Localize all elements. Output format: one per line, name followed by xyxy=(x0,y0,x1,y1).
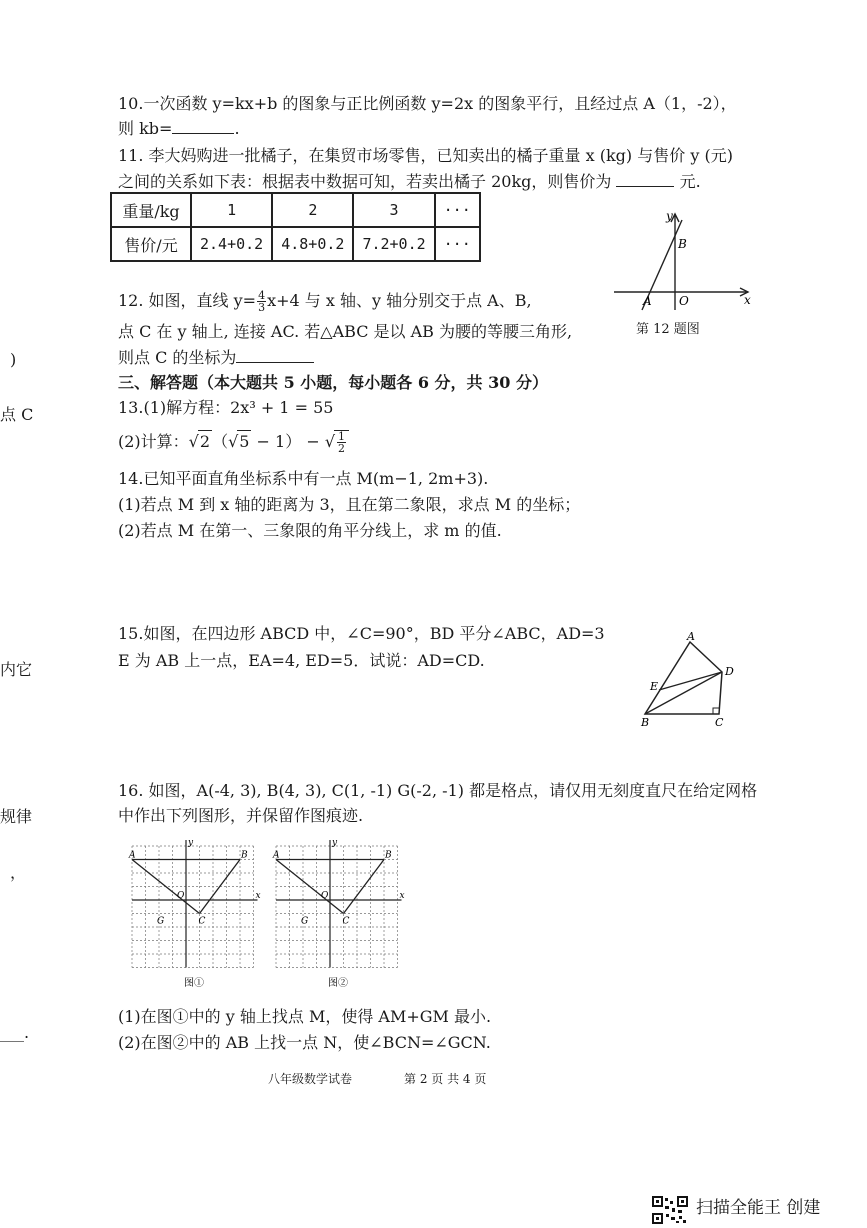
label-B: B xyxy=(241,850,248,861)
q13-sqrt5: 5 xyxy=(239,432,250,451)
figure-caption: 图② xyxy=(328,978,348,989)
margin-text: ) xyxy=(10,350,17,369)
q16-grid-figure-2 xyxy=(272,838,405,989)
figure-caption: 图① xyxy=(184,978,204,989)
q11-suffix: 元. xyxy=(679,172,701,191)
q15-figure xyxy=(635,630,745,730)
label-y: y xyxy=(188,838,194,848)
q15-line1: 15.如图，在四边形 ABCD 中，∠C=90°，BD 平分∠ABC，AD=3 xyxy=(118,624,605,643)
footer-subject: 八年级数学试卷 xyxy=(268,1072,353,1086)
q12-label-B: B xyxy=(678,237,687,251)
label-y: y xyxy=(332,838,338,848)
table-row xyxy=(111,227,480,261)
table-cell: 2.4+0.2 xyxy=(191,227,272,261)
q11-prefix: 之间的关系如下表：根据表中数据可知，若卖出橘子 20kg，则售价为 xyxy=(118,172,612,191)
label-C: C xyxy=(342,916,350,927)
table-cell: 重量/kg xyxy=(111,193,191,227)
q13-sqrt2: 2 xyxy=(199,432,211,451)
q12-caption: 第 12 题图 xyxy=(636,322,700,337)
table-cell: ··· xyxy=(435,193,480,227)
q15-label-B: B xyxy=(641,716,650,729)
q12-fraction xyxy=(257,290,266,313)
table-cell: 3 xyxy=(353,193,434,227)
label-G: G xyxy=(157,916,165,927)
margin-text: 内它 xyxy=(0,660,33,679)
label-G: G xyxy=(301,916,309,927)
q12-suffix: x+4 与 x 轴、y 轴分别交于点 A、B, xyxy=(267,291,532,310)
fraction-denominator: 3 xyxy=(258,301,266,314)
footer-page: 第 2 页 共 4 页 xyxy=(404,1072,487,1086)
q12-label-y: y xyxy=(666,209,673,223)
fraction-denominator: 2 xyxy=(338,442,346,455)
q12-line3-text: 则点 C 的坐标为 xyxy=(118,348,237,367)
watermark-text: 扫描全能王 创建 xyxy=(696,1198,821,1218)
q12-line1 xyxy=(118,290,532,313)
q11-table xyxy=(110,192,481,262)
label-O: O xyxy=(321,891,329,901)
q12-line2: 点 C 在 y 轴上, 连接 AC. 若△ABC 是以 AB 为腰的等腰三角形, xyxy=(118,322,573,341)
q13-mid: （ xyxy=(212,432,229,451)
table-cell: 1 xyxy=(191,193,272,227)
q16-line2: 中作出下列图形，并保留作图痕迹. xyxy=(118,806,364,825)
q16-grid-figure-1 xyxy=(128,838,261,989)
q10-line1: 10.一次函数 y=kx+b 的图象与正比例函数 y=2x 的图象平行，且经过点 A（1，-2）， xyxy=(118,94,737,113)
table-cell: 2 xyxy=(272,193,353,227)
q15-label-A: A xyxy=(687,630,695,643)
q12-label-x: x xyxy=(744,293,751,307)
margin-text: ， xyxy=(10,863,27,882)
margin-text: ___. xyxy=(0,1023,30,1042)
q13-part1: 13.(1)解方程：2x³ + 1 = 55 xyxy=(118,398,334,417)
q10-line2 xyxy=(118,117,240,140)
q15-label-C: C xyxy=(715,716,724,729)
q12-answer-blank xyxy=(236,346,314,363)
q13-prefix: (2)计算： xyxy=(118,432,189,451)
table-row xyxy=(111,193,480,227)
q16-part1: (1)在图①中的 y 轴上找点 M，使得 AM+GM 最小. xyxy=(118,1007,492,1026)
q12-label-O: O xyxy=(679,294,689,308)
q16-part2: (2)在图②中的 AB 上找一点 N，使∠BCN=∠GCN. xyxy=(118,1033,491,1052)
fraction-numerator: 4 xyxy=(258,289,266,302)
q11-answer-blank xyxy=(616,170,674,187)
label-A: A xyxy=(273,850,280,861)
table-cell: ··· xyxy=(435,227,480,261)
q14-line2: (1)若点 M 到 x 轴的距离为 3，且在第二象限，求点 M 的坐标； xyxy=(118,495,581,514)
label-x: x xyxy=(399,891,405,901)
q14-line1: 14.已知平面直角坐标系中有一点 M(m−1, 2m+3). xyxy=(118,469,489,488)
margin-text: 规律 xyxy=(0,807,33,826)
label-x: x xyxy=(255,891,261,901)
q15-line2: E 为 AB 上一点，EA=4, ED=5．试说：AD=CD. xyxy=(118,651,485,670)
table-cell: 7.2+0.2 xyxy=(353,227,434,261)
q12-line3 xyxy=(118,346,314,369)
q15-label-D: D xyxy=(725,665,734,678)
q13-mid2: − 1） − xyxy=(251,432,325,451)
q10-suffix: . xyxy=(234,119,240,138)
q12-prefix: 12. 如图，直线 y= xyxy=(118,291,257,310)
q10-answer-blank xyxy=(172,117,234,134)
q16-line1: 16. 如图，A(-4, 3), B(4, 3), C(1, -1) G(-2, -1) 都是格点，请仅用无刻度直尺在给定网格 xyxy=(118,781,758,800)
margin-text: 点 C xyxy=(0,405,34,424)
q10-prefix: 则 kb= xyxy=(118,119,173,138)
label-O: O xyxy=(177,891,185,901)
qr-code-icon xyxy=(652,1196,688,1224)
section3-heading: 三、解答题（本大题共 5 小题，每小题各 6 分，共 30 分） xyxy=(118,373,548,392)
q12-label-A: A xyxy=(643,294,652,308)
label-C: C xyxy=(198,916,206,927)
label-A: A xyxy=(129,850,136,861)
q11-line1: 11. 李大妈购进一批橘子，在集贸市场零售，已知卖出的橘子重量 x (kg) 与售价 y (元) xyxy=(118,146,733,165)
fraction-numerator: 1 xyxy=(338,430,346,443)
q14-line3: (2)若点 M 在第一、三象限的角平分线上，求 m 的值. xyxy=(118,521,502,540)
q15-label-E: E xyxy=(650,680,659,693)
table-cell: 4.8+0.2 xyxy=(272,227,353,261)
q12-figure xyxy=(612,206,757,312)
q13-part2: (2)计算：√2 （√5 − 1） − √ $\frac{1}{2}$ xyxy=(118,430,349,454)
table-cell: 售价/元 xyxy=(111,227,191,261)
q13-fraction xyxy=(337,431,346,454)
q11-line2 xyxy=(118,170,701,193)
label-B: B xyxy=(385,850,392,861)
